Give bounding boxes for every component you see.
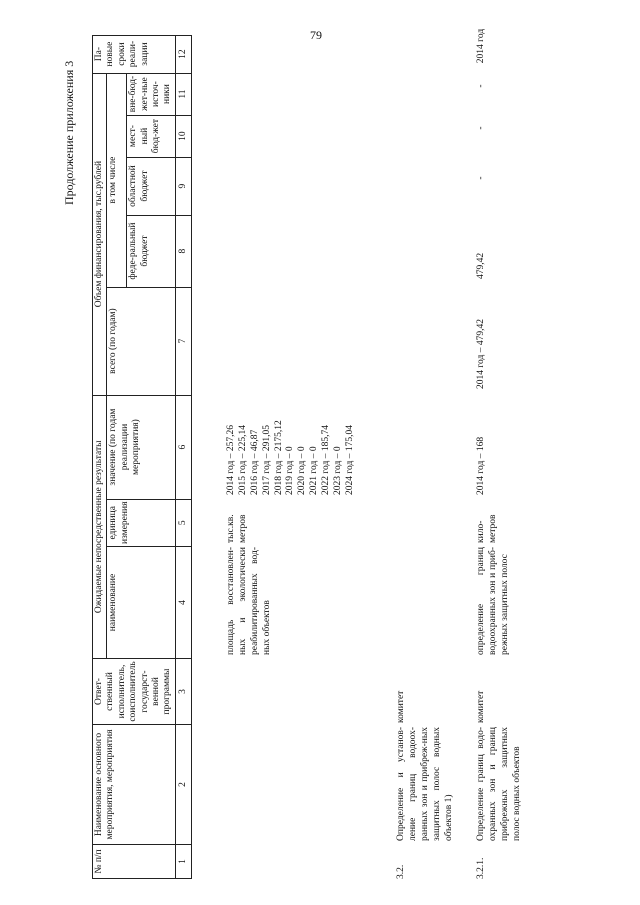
header-including: в том числе	[107, 73, 127, 287]
col-number: 1	[175, 845, 191, 879]
row-unit: кило-метров	[476, 514, 498, 543]
col-number: 9	[175, 157, 191, 215]
row-total: 2014 год – 479,42	[476, 319, 486, 389]
col-number: 7	[175, 287, 191, 395]
header-terms: Па-новые сроки реали-зации	[93, 35, 176, 73]
col-number: 10	[175, 115, 191, 157]
row-executor: комитет	[476, 690, 486, 723]
value-line: 2015 год – 225,14	[237, 425, 248, 495]
header-executor: Ответ-ственный исполнитель, соисполнитель государст-венной программы	[93, 659, 176, 725]
header-event-name: Наименование основного мероприятия, мероприятия	[93, 725, 176, 845]
col-number: 4	[175, 547, 191, 659]
row-executor: комитет	[396, 690, 406, 723]
row-local: -	[476, 126, 486, 130]
value-line: 2024 год – 175,04	[344, 425, 355, 495]
value-line: 2021 год – 0	[309, 446, 320, 495]
row-result-name: определение границ водоохранных зон и приб-режных защитных полос	[476, 547, 510, 655]
row-extra: -	[476, 84, 486, 88]
row-unit: тыс.кв. метров	[226, 514, 248, 543]
col-number: 6	[175, 395, 191, 499]
col-number: 11	[175, 73, 191, 115]
value-line: 2020 год – 0	[297, 446, 308, 495]
value-line: 2019 год – 0	[285, 446, 296, 495]
value-line: 2023 год – 0	[332, 446, 343, 495]
header-local: мест-ный бюд-жет	[127, 115, 176, 157]
header-finance-group: Объем финансирования, тыс.рублей	[93, 73, 107, 395]
value-line: 2018 год – 2175,12	[273, 420, 284, 495]
continuation-caption: Продолжение приложения 3	[62, 60, 76, 205]
value-line: 2014 год – 257,26	[226, 425, 236, 495]
header-unit: единица измерения	[107, 499, 175, 546]
col-number: 12	[175, 35, 191, 73]
col-number: 2	[175, 725, 191, 845]
row-num: 3.2.	[396, 864, 406, 879]
header-federal: феде-ральный бюджет	[127, 215, 176, 287]
row-result-name: площадь восстановлен-ных и экологически реабилитированных вод-ных объектов	[226, 547, 272, 655]
header-result-name: наименование	[107, 547, 175, 659]
row-event-name: Определение границ водо-охранных зон и границ прибрежных защитных полос водных объектов	[476, 727, 522, 841]
value-line: 2016 год – 46,87	[249, 429, 260, 495]
row-regional: -	[476, 176, 486, 180]
header-results-group: Ожидаемые непосредственные результаты	[93, 395, 107, 658]
col-number: 8	[175, 215, 191, 287]
row-value: 2014 год – 168	[476, 436, 486, 495]
page-number: 79	[310, 28, 322, 42]
col-number: 3	[175, 659, 191, 725]
row-federal: 479,42	[476, 252, 486, 279]
row-event-name: Определение и установ-ление границ водоох-ранных зон и прибреж-ных защитных полос водных объектов 1)	[396, 727, 454, 841]
header-regional: областной бюджет	[127, 157, 176, 215]
header-total: всего (по годам)	[107, 287, 175, 395]
value-line: 2017 год – 291,05	[261, 425, 272, 495]
row-values	[226, 391, 357, 495]
col-number: 5	[175, 499, 191, 546]
header-num: № п/п	[93, 845, 176, 879]
value-line: 2022 год – 185,74	[321, 425, 331, 495]
header-value: значение (по годам реализации мероприятия)	[107, 395, 175, 499]
program-table	[92, 35, 192, 879]
header-extra: вне-бюд-жет-ные источ-ники	[127, 73, 176, 115]
row-term: 2014 год	[476, 28, 486, 64]
row-num: 3.2.1.	[476, 857, 486, 879]
